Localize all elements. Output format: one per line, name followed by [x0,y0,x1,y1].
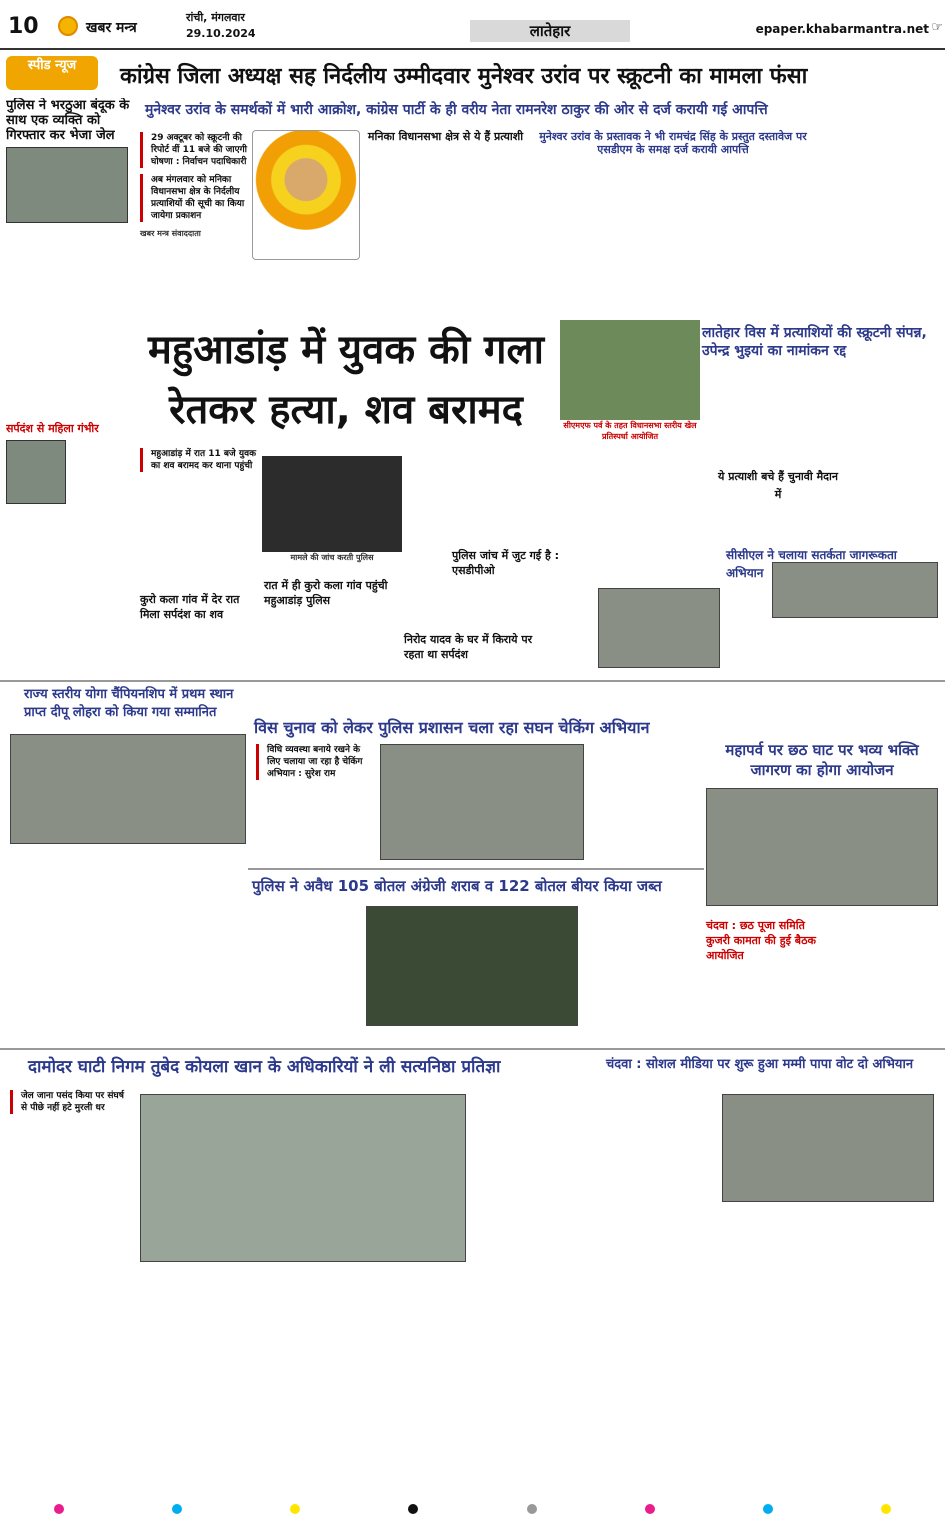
page-number: 10 [8,14,39,39]
svip-head: सीसीएल ने चलाया सतर्कता जागरूकता अभियान [726,548,897,580]
murder-bullet: महुआडांड़ में रात 11 बजे युवक का शव बरामद कर थाना पहुंची [140,448,260,472]
manika-box-head: मनिका विधानसभा क्षेत्र से ये हैं प्रत्याशी [367,130,524,143]
magenta-dot-icon [54,1504,64,1514]
band-divider-1 [0,680,945,682]
manika-candidates-box [363,130,528,143]
murder-sub4: पुलिस जांच में जुट गई है : एसडीपीओ [452,549,560,577]
bureau-line: खबर मन्त्र संवाददाता [140,229,201,238]
crime-scene-photo [262,456,402,552]
speed-news-logo: स्पीड न्यूज [6,56,98,90]
snakebite-photo [6,440,66,504]
sports-head: सीएमएफ पर्व के तहत विधानसभा स्तरीय खेल प्रतिस्पर्धा आयोजित [563,421,697,441]
cyan-dot-icon [763,1504,773,1514]
lead-headline: कांग्रेस जिला अध्यक्ष सह निर्दलीय उम्मीदवार मुनेश्वर उरांव पर स्क्रूटनी का मामला फंसा [120,64,808,89]
city-day: रांची, मंगलवार [186,11,245,24]
left-subhead: सर्पदंश से महिला गंभीर [6,422,99,435]
target-icon [527,1504,537,1514]
band-divider-3 [0,1048,945,1050]
checking-photo [380,744,584,860]
scrutiny-sub: ये प्रत्याशी बचे हैं चुनावी मैदान में [718,470,838,501]
arrest-photo [6,147,128,223]
chhath-photo [706,788,938,906]
epaper-link[interactable]: epaper.khabarmantra.net [755,22,929,36]
checking-head: विस चुनाव को लेकर पुलिस प्रशासन चला रहा सघन चेकिंग अभियान [254,718,650,737]
bullet-2: अब मंगलवार को मनिका विधानसभा क्षेत्र के निर्दलीय प्रत्याशियों की सूची का किया जायेगा प्रकाशन [140,174,248,222]
candidate-photo [252,130,360,260]
objection-box [538,130,808,156]
brand-logo-icon [58,16,78,36]
liquor-photo [366,906,578,1026]
lead-bullets [140,132,248,245]
left-column [6,98,132,676]
bullet-1: 29 अक्टूबर को स्क्रूटनी की रिपोर्ट वीं 11 बजे की जाएगी घोषणा : निर्वाचन पदाधिकारी [140,132,248,168]
left-body [6,227,132,417]
magenta-dot-icon [645,1504,655,1514]
masthead [0,0,945,50]
vote-photo [722,1094,934,1202]
dvc-bullet-box [10,1090,130,1120]
lead-subhead: मुनेश्वर उरांव के समर्थकों में भारी आक्रोश, कांग्रेस पार्टी के ही वरीय नेता रामनरेश ठाकुर की ओर से दर्ज करायी गई आपत्ति [145,102,768,118]
checking-bullet-box [256,744,376,786]
left-headline: पुलिस ने भरठुआ बंदूक के साथ एक व्यक्ति को गिरफ्तार कर भेजा जेल [6,98,130,143]
murder-sub2: रात में ही कुरो कला गांव पहुंची महुआडांड़ पुलिस [264,579,388,607]
yoga-head: राज्य स्तरीय योगा चैंपियनशिप में प्रथम स्थान प्राप्त दीपू लोहरा को किया गया सम्मानित [24,687,234,720]
yellow-dot-icon [881,1504,891,1514]
dvc-bullet: जेल जाना पसंद किया पर संघर्ष से पीछे नहीं हटे मुरली धर [10,1090,130,1114]
svip-photo-2 [772,562,938,618]
dvc-photo [140,1094,466,1262]
crime-caption: मामले की जांच करती पुलिस [290,553,374,562]
murder-sub3: निरोद यादव के घर में किराये पर रहता था सर्पदंश [404,633,533,661]
murder-headline: महुआडांड़ में युवक की गला रेतकर हत्या, शव बरामद [147,327,545,433]
svip-photo [598,588,720,668]
date: 29.10.2024 [186,27,256,40]
checking-bullet: विधि व्यवस्था बनाये रखने के लिए चलाया जा रहा है चेकिंग अभियान : सुरेश राम [256,744,376,780]
liquor-head: पुलिस ने अवैध 105 बोतल अंग्रेजी शराब व 122 बोतल बीयर किया जब्त [252,877,662,895]
section-title: लातेहार [470,20,630,42]
vote-head: चंदवा : सोशल मीडिया पर शुरू हुआ मम्मी पापा वोट दो अभियान [606,1057,914,1072]
yellow-dot-icon [290,1504,300,1514]
pointer-hand-icon: ☞ [931,20,943,35]
scrutiny-head: लातेहार विस में प्रत्याशियों की स्क्रूटनी संपन्न, उपेन्द्र भुइयां का नामांकन रद्द [702,325,927,359]
yoga-photo [10,734,246,844]
chhath-sub1: चंदवा : छठ पूजा समिति कुजरी कामता की हुई बैठक आयोजित [706,919,816,962]
black-dot-icon [408,1504,418,1514]
registration-marks [0,1501,945,1517]
cyan-dot-icon [172,1504,182,1514]
brand-name: खबर मन्त्र [86,20,137,36]
chhath-head: महापर्व पर छठ घाट पर भव्य भक्ति जागरण का होगा आयोजन [725,741,919,779]
murder-sub1: कुरो कला गांव में देर रात मिला सर्पदंश का शव [140,593,240,621]
sports-photo [560,320,700,420]
murder-bullet-box [140,448,260,478]
dvc-head: दामोदर घाटी निगम तुबेद कोयला खान के अधिकारियों ने ली सत्यनिष्ठा प्रतिज्ञा [28,1057,501,1077]
dateline [186,10,256,42]
band-divider-2 [248,868,704,870]
objection-head: मुनेश्वर उरांव के प्रस्तावक ने भी रामचंद्र सिंह के प्रस्तुत दस्तावेज पर एसडीएम के समक्ष दर्ज करायी आपत्ति [539,130,807,156]
